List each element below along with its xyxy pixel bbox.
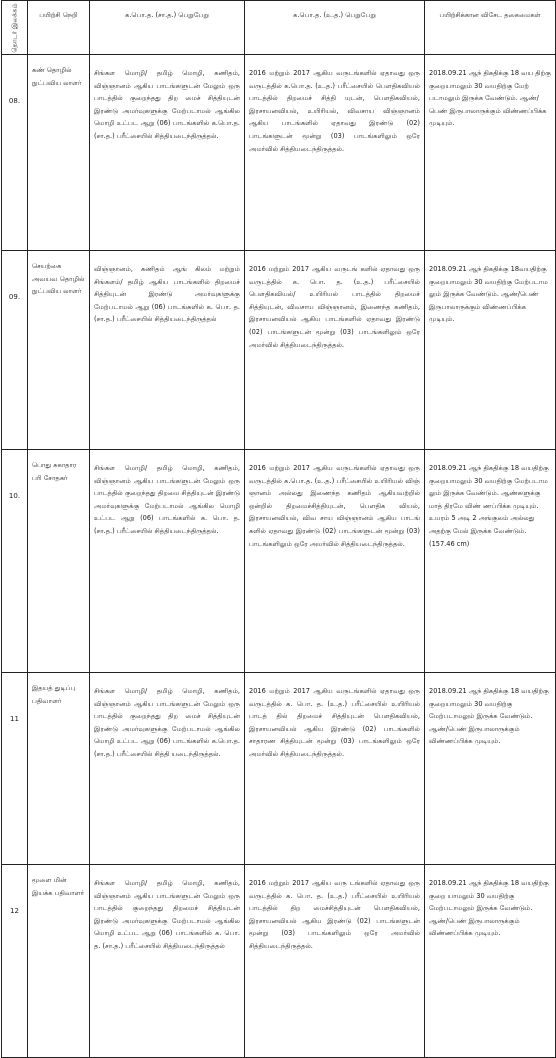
row-number: 08. — [2, 55, 28, 251]
course-name: பொது சுகாதார பரி சோதகர் — [28, 450, 90, 673]
ol-requirement: சிங்கள மொழி/ தமிழ் மொழி, கணிதம், விஞ்ஞானம் ஆகிய பாடங்களுடன் மேலும் ஒரு பாடத்தில் குறைந்தது திறமைச் சித்தியுடன் இரண்டு அமர்வுகளுக்கு மேற்படாமல் ஆங்கில மொழி உட்பட ஆறு (06) பாடங்களில் க. பொ. த. (சா.த.) பரீட்சையில் சித்தியடைந்திருத்தல் — [90, 865, 245, 1058]
special-qualification: 2018.09.21 ஆந் திகதிக்கு 18 வயதிற்கு குறையாமலும் 30 வயதிற்கு மேற்படாமலும் இருக்க வேண்டும். ஆண்/பெண் இருபாலாருக்கும் விண்ணப்பிக்க முடியும். — [425, 673, 556, 865]
row-number: 12 — [2, 865, 28, 1058]
al-requirement: 2016 மற்றும் 2017 ஆகிய வரு டங்களில் ஏதாவது ஒரு வருடத்தில் க. பொ. த. (உ.த.) பரீட்சையில் உயிரியல் பாடத்தில் திற மைச்சித்தியுடன் பௌதிகவியல், இரசாயனவியல் ஆகிய இரண்டு (02) பாடங்களுடன் மூன்று (03) பாடங்களிலும் ஒரே அமர்வில் சித்தியடைந்திருத்தல். — [245, 865, 425, 1058]
al-requirement: 2016 மற்றும் 2017 ஆகிய வருடங்களில் ஏதாவது ஒரு வருடத்தில் க.பொ.த. (உ.த.) பரீட்சையில் பௌதிகவியல் பாடத்தில் திறமைச் சித்தி யுடன், பௌதிகவியல், இரசாயனவியல், உயிரியல், விவசாய விஞ்ஞானம் ஆகிய பாடங்களில் ஏதாவது இரண்டு (02) பாடங்களுடன் மூன்று (03) பாடங்களிலும் ஒரே அமர்வில் சித்தியடைந்திருத்தல். — [245, 55, 425, 251]
table-row — [2, 251, 556, 450]
al-requirement: 2016 மற்றும் 2017 ஆகிய வருடங் களில் ஏதாவது ஒரு வருடத்தில் க. பொ. த. (உ.த.) பரீட்சையில் பௌதிகவியல்/ உயிரியல் பாடத்தில் திறமைச் சித்தியுடன், விவசாய விஞ்ஞானம், இணைந்த கணிதம், இரசாயனவியல் ஆகிய பாடங்களில் ஏதாவது இரண்டு (02) பாடங்களுடன் மூன்று (03) பாடங்களிலும் ஒரே அமர்வில் சித்தியடைந்திருத்தல். — [245, 251, 425, 450]
al-requirement: 2016 மற்றும் 2017 ஆகிய வருடங்களில் ஏதாவது ஒரு வருடத்தில் க. பொ. த. (உ.த.) பரீட்சையில் உயிரியல் பாடத் தில் திறமைச் சித்தியுடன் பௌதிகவியல், இரசாயனவியல் ஆகிய இரண்டு (02) பாடங்களில் சாதாரண சித்தியுடன் மூன்று (03) பாடங்களிலும் ஒரே அமர்வில் சித்தியடைந்திருத்தல். — [245, 673, 425, 865]
header-row — [2, 1, 556, 55]
header-serial-number-label: தொடர் இலக்கம் — [10, 2, 18, 53]
course-name: இதயத் துடிப்பு பதிவாளர் — [28, 673, 90, 865]
header-course: பயிற்சி நெறி — [28, 1, 90, 55]
special-qualification: 2018.09.21 ஆந் திகதிக்கு 18வயதிற்கு குறையாமலும் 30 வயதிற்கு மேற்படாம லும் இருக்க வேண்டும். ஆண்/பெண் இருபாலாருக்கும் விண்ணப்பிக்க முடியும். — [425, 251, 556, 450]
special-qualification: 2018.09.21 ஆந் திகதிக்கு 18 வயதிற்கு குறையாமலும் 30 வயதிற்கு மேற்படாம லும் இருக்க வேண்டும். ஆண்களுக்கு மாத் திரமே விண் ணப்பிக்க முடியும். உயரம் 5 அடி 2 அங்குலம் அல்லது அதற்கு மேல் இருக்க வேண்டும். (157.46 cm) — [425, 450, 556, 673]
row-number: 09. — [2, 251, 28, 450]
ol-requirement: சிங்கள மொழி/ தமிழ் மொழி, கணிதம், விஞ்ஞானம் ஆகிய பாடங்களுடன் மேலும் ஒரு பாடத்தில் குறைந்தது திற மைச் சித்தியுடன் இரண்டு அமர்வுகளுக்கு மேற்படாமல் ஆங்கில மொழி உட்பட ஆறு (06) பாடங்களில் க.பொ.த. (சா.த.) பரீட்சையில் சித்தி யடைந்திருத்தல். — [90, 673, 245, 865]
table-row — [2, 673, 556, 865]
header-special-qualifications: பயிற்சிக்கான விசேட தகைமைகள் — [425, 1, 556, 55]
header-al-result: க.பொ.த. (உ.த.) பெறுபேறு — [245, 1, 425, 55]
course-name: மூளை மின் இயக்க பதிவாளர் — [28, 865, 90, 1058]
header-ol-result: க.பொ.த. (சா.த.) பெறுபேறு — [90, 1, 245, 55]
al-requirement: 2016 மற்றும் 2017 ஆகிய வருடங்களில் ஏதாவது ஒரு வருடத்தில் க.பொ.த. (உ.த.) பரீட்சையில் உயிரியல் விஞ் ஞானம் அல்லது இணைந்த கணிதம் ஆகியவற்றில் ஒன்றில் திறமைச்சித்தியுடன், பௌதிக வியல், இரசாயனவியல், விவ சாய விஞ்ஞானம் ஆகிய பாடங் களில் ஏதாவது இரண்டு (02) பாடங்களுடன் மூன்று (03) பாடங்களிலும் ஒரே அமர்வில் சித்தியடைந்திருத்தல். — [245, 450, 425, 673]
course-name: செயற்கை அவயவ தொழில் நுட்பவிய லாளர் — [28, 251, 90, 450]
special-qualification: 2018.09.21 ஆந் திகதிக்கு 18 வயதிற்கு குறை யாமலும் 30 வயதிற்கு மேற்படாமலும் இருக்க வேண்டும். ஆண்/பெண் இருபாலாருக்கும் விண்ணப்பிக்க முடியும். — [425, 865, 556, 1058]
ol-requirement: சிங்கள மொழி/ தமிழ் மொழி, கணிதம், விஞ்ஞானம் ஆகிய பாடங்களுடன் மேலும் ஒரு பாடத்தில் குறைந்தது திற மைச் சித்தியுடன் இரண்டு அமர்வுகளுக்கு மேற்படாமல் ஆங்கில மொழி உட்பட ஆறு (06) பாடங்களில் க.பொ.த. (சா.த.) பரீட்சையில் சித்தியடைந்திருத்தல். — [90, 55, 245, 251]
row-number: 10. — [2, 450, 28, 673]
ol-requirement: விஞ்ஞானம், கணிதம் ஆங் கிலம் மற்றும் சிங்களம்/ தமிழ் ஆகிய பாடங்களில் திறமைச் சித்தியுடன் இரண்டு அமர்வுகளுக்கு மேற்படாமல் ஆறு (06) பாடங்களில் க. பொ. த. (சா.த.) பரீட்சையில் சித்தியடைந்திருத்தல் — [90, 251, 245, 450]
table-row — [2, 450, 556, 673]
table-row — [2, 865, 556, 1058]
course-name: கண் தொழில் நுட்பவிய லாளர் — [28, 55, 90, 251]
row-number: 11 — [2, 673, 28, 865]
table-row — [2, 55, 556, 251]
ol-requirement: சிங்கள மொழி/ தமிழ் மொழி, கணிதம், விஞ்ஞானம் ஆகிய பாடங்களுடன் மேலும் ஒரு பாடத்தில் குறைந்தது திறமை சித்தியுடன் இரண்டு அமர்வுகளுக்கு மேற்படாமல் ஆங்கில மொழி உட்பட ஆறு (06) பாடங்களில் க. பொ. த. (சா.த.) பரீட்சையில் சித்தியடைந்திருத்தல். — [90, 450, 245, 673]
special-qualification: 2018.09.21 ஆந் திகதிக்கு 18 வய திற்கு குறையாமலும் 30 வயதிற்கு மேற் படாமலும் இருக்க வேண்டும். ஆண்/பெண் இருபாலாருக்கும் விண்ணப்பிக்க முடியும். — [425, 55, 556, 251]
header-serial-number — [2, 1, 28, 55]
qualifications-table — [1, 0, 556, 1058]
